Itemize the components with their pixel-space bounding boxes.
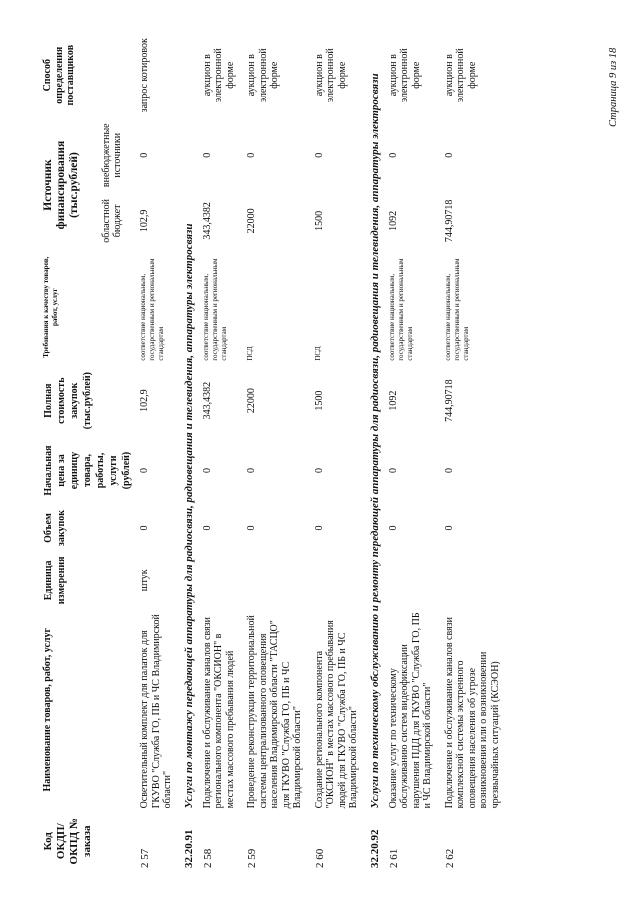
header-unit: Единица измерения — [43, 556, 67, 605]
header-code: Код ОКДП/ ОКПД № заказа — [42, 817, 93, 865]
item-funding-extra: 0 — [201, 152, 213, 158]
item-unit — [310, 553, 366, 608]
item-name: Подключение и обслуживание каналов связи комплексной системы экстренного оповещения населения об угрозе возникновения или о возникновении чрезвычайных ситуаций (КСЭОН) — [443, 617, 501, 809]
table-row — [384, 31, 440, 871]
order-number: 2 59 — [246, 848, 258, 868]
procurement-table — [40, 31, 507, 871]
item-funding-extra: 0 — [246, 152, 257, 158]
item-unit — [198, 553, 243, 608]
section-code: 32.20.91 — [182, 829, 195, 868]
section-code: 32.20.92 — [368, 829, 381, 868]
item-name: Создание регионального компонента "ОКСИОН" в местах массового пребывания людей для ГКУВО "Служба ГО, ПБ и ЧС Владимирской области" — [313, 620, 359, 809]
table-row — [198, 31, 243, 871]
order-number: 2 62 — [443, 848, 456, 868]
table-body — [135, 31, 507, 871]
item-unit-price: 0 — [246, 468, 257, 474]
item-funding-regional: 102,9 — [139, 209, 150, 233]
item-name: Проведение реконструкции территориальной системы централизованного оповещения населения Владимирской области "ТАСЦО" для ГКУВО "Служба ГО, ПБ и ЧС Владимирской области" — [246, 615, 303, 809]
item-method: аукцион в электронной форме — [246, 48, 280, 103]
item-requirements: соответствие национальным, государственным и региональным стандартам — [443, 258, 470, 361]
item-full-cost: 22000 — [246, 388, 257, 414]
item-unit — [440, 553, 508, 608]
item-method: аукцион в электронной форме — [201, 48, 236, 103]
item-funding-extra: 0 — [139, 152, 150, 158]
item-funding-regional: 1500 — [313, 210, 325, 231]
item-funding-extra: 0 — [387, 152, 399, 158]
item-unit: штук — [139, 569, 150, 592]
section-row — [180, 31, 198, 871]
page-footer: Страница 9 из 18 — [608, 47, 619, 127]
order-number: 2 58 — [201, 848, 214, 868]
table-row — [440, 31, 508, 871]
table-row — [242, 31, 310, 871]
section-title: Услуги по техническому обслуживанию и ремонту передающей аппаратуры для радиосвязи, радиовещания и телевидения, аппаратуры электросвязи — [368, 73, 381, 809]
header-method: Способ определения поставщиков — [42, 44, 76, 106]
item-volume: 0 — [387, 525, 399, 531]
order-number: 2 57 — [139, 848, 151, 868]
item-funding-regional: 1092 — [387, 210, 399, 231]
item-requirements: соответствие национальным, государственным и региональным стандартам — [387, 258, 414, 361]
header-funding-regional: областной бюджет — [100, 198, 123, 243]
item-requirements: ПСД — [246, 346, 254, 361]
item-full-cost: 102,9 — [139, 389, 150, 412]
section-row — [366, 31, 384, 871]
item-unit-price: 0 — [139, 468, 150, 474]
header-requirements: Требования к качеству товаров, работ, услуг — [42, 256, 59, 358]
header-price: Начальная цена за единицу товара, работы, услуги (рублей) — [43, 445, 132, 496]
table-row — [135, 31, 180, 871]
order-number: 2 60 — [313, 848, 326, 868]
item-volume: 0 — [313, 525, 325, 531]
header-funding: Источник финансирования (тыс.рублей) — [42, 140, 80, 230]
section-title: Услуги по монтажу передающей аппаратуры для радиосвязи, радиовещания и телевидения, аппаратуры электросвязи — [182, 223, 195, 809]
item-funding-regional: 343,4382 — [201, 202, 213, 240]
header-full-cost: Полная стоимость закупок (тыс.рублей) — [43, 372, 93, 430]
item-volume: 0 — [443, 525, 455, 531]
item-name: Осветительный комплект для палаток для ГКУВО "Служба ГО, ПБ и ЧС Владимирской области" — [139, 614, 173, 809]
item-funding-regional: 22000 — [246, 208, 257, 234]
item-volume: 0 — [201, 525, 213, 531]
header-funding-extra: внебюджетные источники — [100, 123, 123, 188]
item-requirements: ПСД — [313, 346, 322, 361]
item-full-cost: 744,90718 — [443, 379, 455, 422]
item-volume: 0 — [139, 525, 150, 531]
item-full-cost: 343,4382 — [201, 381, 213, 420]
item-funding-extra: 0 — [443, 152, 455, 158]
item-requirements: соответствие национальным, государственным и региональным стандартам — [139, 258, 165, 361]
item-unit-price: 0 — [201, 468, 213, 474]
header-volume: Объем закупок — [43, 509, 67, 547]
item-name: Оказание услуг по техническому обслуживанию систем видеофиксации нарушения ПДД для ГКУВО "Служба ГО, ПБ и ЧС Владимирской области" — [387, 612, 433, 809]
item-unit-price: 0 — [387, 468, 399, 474]
item-funding-extra: 0 — [313, 152, 325, 158]
item-method: аукцион в электронной форме — [313, 48, 348, 103]
item-volume: 0 — [246, 525, 257, 531]
item-unit-price: 0 — [313, 468, 325, 474]
item-funding-regional: 744,90718 — [443, 199, 455, 243]
item-method: аукцион в электронной форме — [387, 48, 422, 103]
item-full-cost: 1500 — [313, 390, 325, 411]
item-name: Подключение и обслуживание каналов связи регионального компонента "ОКСИОН" в местах массового пребывания людей — [201, 617, 236, 809]
order-number: 2 61 — [387, 848, 400, 868]
table-row — [310, 31, 366, 871]
item-unit — [242, 553, 310, 608]
item-method: запрос котировок — [139, 38, 150, 113]
item-unit — [384, 553, 440, 608]
table-header-row — [40, 31, 101, 871]
header-name: Наименование товаров, работ, услуг — [42, 627, 53, 792]
item-full-cost: 1092 — [387, 390, 399, 411]
item-unit-price: 0 — [443, 468, 455, 474]
item-method: аукцион в электронной форме — [443, 48, 478, 103]
item-requirements: соответствие национальным, государственным и региональным стандартам — [201, 258, 228, 361]
